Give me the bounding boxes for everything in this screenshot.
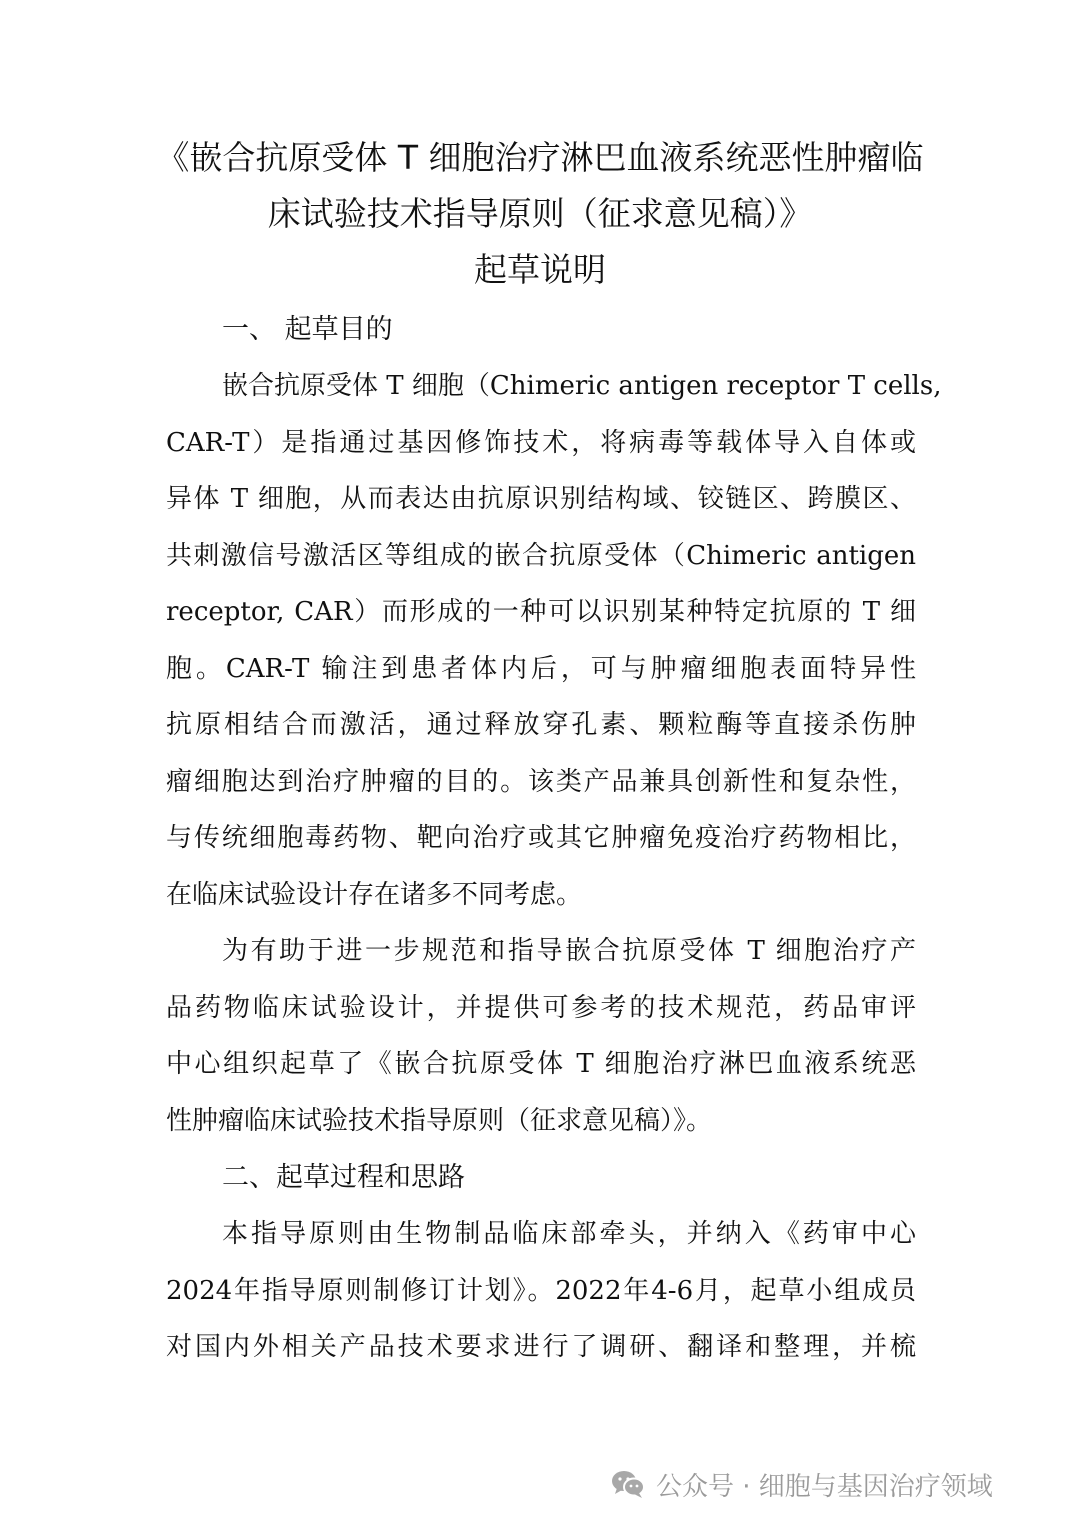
paragraph-line: 本指导原则由生物制品临床部牵头，并纳入《药审中心	[222, 1219, 916, 1249]
paragraph-line: 品药物临床试验设计，并提供可参考的技术规范，药品审评	[166, 993, 916, 1023]
paragraph-line: 嵌合抗原受体 T 细胞（Chimeric antigen receptor T cells,	[222, 371, 942, 401]
paragraph-line: 与传统细胞毒药物、靶向治疗或其它肿瘤免疫治疗药物相比，	[166, 823, 916, 853]
paragraph-line: 性肿瘤临床试验技术指导原则（征求意见稿）》。	[166, 1106, 713, 1136]
paragraph-line: 共刺激信号激活区等组成的嵌合抗原受体（Chimeric antigen	[166, 541, 916, 571]
paragraph-line: 抗原相结合而激活，通过释放穿孔素、颗粒酶等直接杀伤肿	[166, 710, 916, 740]
paragraph-line: 异体 T 细胞，从而表达由抗原识别结构域、铰链区、跨膜区、	[166, 484, 916, 514]
paragraph-line: 瘤细胞达到治疗肿瘤的目的。该类产品兼具创新性和复杂性，	[166, 767, 916, 797]
document-title-line-1: 《嵌合抗原受体 T 细胞治疗淋巴血液系统恶性肿瘤临	[156, 138, 924, 177]
paragraph-line: 中心组织起草了《嵌合抗原受体 T 细胞治疗淋巴血液系统恶	[166, 1049, 916, 1079]
section-1-heading: 一、 起草目的	[222, 314, 393, 345]
watermark	[610, 1462, 993, 1506]
paragraph-line: 对国内外相关产品技术要求进行了调研、翻译和整理，并梳	[166, 1332, 916, 1362]
paragraph-line: receptor, CAR）而形成的一种可以识别某种特定抗原的 T 细	[166, 597, 916, 627]
watermark-text: 公众号 · 细胞与基因治疗领域	[656, 1471, 993, 1502]
paragraph-line: 2024年指导原则制修订计划》。2022年4-6月，起草小组成员	[166, 1276, 916, 1306]
section-2-heading: 二、起草过程和思路	[222, 1162, 465, 1193]
document-title-line-2: 床试验技术指导原则（征求意见稿）》	[267, 194, 813, 233]
paragraph-line: 胞。CAR-T 输注到患者体内后，可与肿瘤细胞表面特异性	[166, 654, 916, 684]
document-subtitle: 起草说明	[474, 250, 606, 289]
paragraph-line: 为有助于进一步规范和指导嵌合抗原受体 T 细胞治疗产	[222, 936, 916, 966]
wechat-icon	[610, 1468, 646, 1500]
paragraph-line: 在临床试验设计存在诸多不同考虑。	[166, 880, 583, 910]
paragraph-line: CAR-T）是指通过基因修饰技术，将病毒等载体导入自体或	[166, 428, 916, 458]
